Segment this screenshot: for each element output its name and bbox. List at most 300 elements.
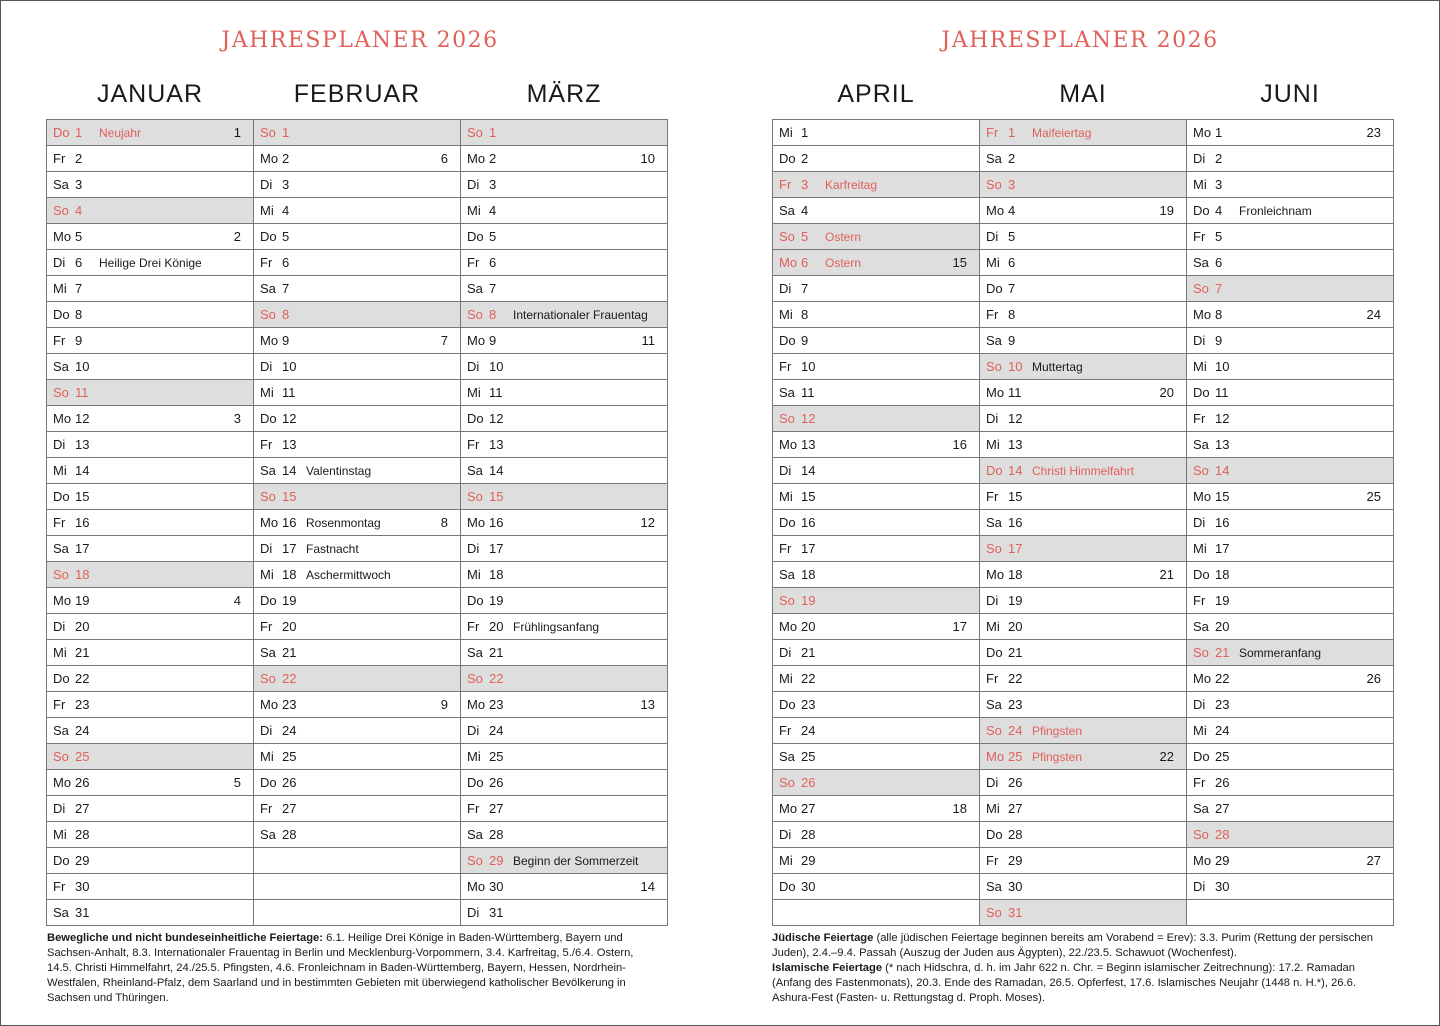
day-label — [53, 749, 89, 764]
weekday: Di — [53, 255, 66, 270]
weekday: Sa — [1193, 801, 1209, 816]
weekday: Di — [260, 541, 273, 556]
holiday-label: Pfingsten — [1032, 724, 1083, 738]
day-number: 17 — [489, 541, 504, 556]
day-row — [254, 770, 460, 796]
week-number: 7 — [440, 333, 448, 348]
day-number: 7 — [282, 281, 290, 296]
weekday: Di — [1193, 879, 1206, 894]
month-grid — [46, 119, 668, 926]
day-row — [980, 588, 1186, 614]
day-row — [773, 640, 979, 666]
day-number: 9 — [1008, 333, 1016, 348]
day-row — [773, 484, 979, 510]
weekday: Do — [779, 697, 796, 712]
weekday: So — [779, 593, 795, 608]
day-row — [47, 276, 253, 302]
day-row — [980, 510, 1186, 536]
footnote-text: (alle jüdischen Feiertage beginnen bereits am Vorabend = Erev): 3.3. Purim (Rettung der persischen Juden), 2.4.–9.4. Passah (Auszug der Juden aus Ägypten), 22./23.5. Schawuot (Wochenfest). — [772, 932, 1374, 959]
day-label — [260, 645, 296, 660]
weekday: Mo — [1193, 853, 1212, 868]
day-row — [47, 692, 253, 718]
day-label — [53, 645, 89, 660]
weekday: Di — [467, 177, 480, 192]
day-row — [980, 562, 1186, 588]
day-number: 22 — [282, 671, 297, 686]
day-number: 15 — [282, 489, 297, 504]
day-row — [1187, 198, 1393, 224]
day-row — [1187, 172, 1393, 198]
day-label — [467, 671, 503, 686]
day-number: 7 — [801, 281, 809, 296]
weekday: Mo — [1193, 125, 1212, 140]
week-number: 20 — [1159, 385, 1174, 400]
day-row — [980, 432, 1186, 458]
weekday: So — [986, 905, 1002, 920]
day-label — [779, 853, 815, 868]
day-number: 26 — [1008, 775, 1023, 790]
day-row — [1187, 770, 1393, 796]
day-label — [779, 229, 808, 244]
day-label — [1193, 229, 1222, 244]
day-label — [467, 723, 503, 738]
week-number: 6 — [440, 151, 448, 166]
day-row — [254, 666, 460, 692]
day-label — [1193, 489, 1229, 504]
day-label — [986, 905, 1022, 920]
day-row — [461, 120, 667, 146]
weekday: So — [779, 411, 795, 426]
day-number: 14 — [282, 463, 297, 478]
weekday: Sa — [986, 515, 1002, 530]
day-row — [773, 666, 979, 692]
weekday: Mi — [467, 749, 481, 764]
footnote-heading: Jüdische Feiertage — [772, 932, 874, 944]
footnote-paragraph — [772, 961, 1382, 1006]
weekday: Mi — [1193, 541, 1207, 556]
empty-day-row — [1187, 900, 1393, 925]
day-label — [467, 489, 503, 504]
day-label — [779, 801, 815, 816]
day-label — [1193, 359, 1229, 374]
day-number: 9 — [75, 333, 83, 348]
weekday: Fr — [53, 697, 66, 712]
weekday: So — [1193, 281, 1209, 296]
day-number: 8 — [801, 307, 809, 322]
day-number: 11 — [1008, 385, 1022, 400]
holiday-label: Christi Himmelfahrt — [1032, 464, 1135, 478]
day-label — [986, 853, 1022, 868]
weekday: Do — [53, 125, 70, 140]
weekday: Sa — [1193, 255, 1209, 270]
weekday: So — [1193, 827, 1209, 842]
footnote-paragraph — [47, 931, 657, 1006]
day-number: 25 — [489, 749, 504, 764]
day-number: 5 — [489, 229, 497, 244]
day-label — [779, 333, 808, 348]
day-number: 23 — [75, 697, 90, 712]
day-row — [47, 302, 253, 328]
day-label — [1193, 333, 1222, 348]
day-label — [53, 411, 89, 426]
week-number: 2 — [233, 229, 241, 244]
day-label — [467, 879, 503, 894]
weekday: So — [467, 489, 483, 504]
day-label — [467, 775, 503, 790]
day-label — [779, 489, 815, 504]
weekday: Sa — [260, 827, 276, 842]
day-row — [980, 770, 1186, 796]
weekday: Mo — [53, 593, 72, 608]
day-number: 17 — [75, 541, 90, 556]
month-column — [773, 120, 980, 925]
day-label — [1193, 515, 1229, 530]
day-number: 30 — [489, 879, 504, 894]
day-row — [461, 354, 667, 380]
day-number: 19 — [75, 593, 90, 608]
holiday-label: Fastnacht — [306, 542, 359, 556]
week-number: 22 — [1159, 749, 1174, 764]
day-row — [461, 874, 667, 900]
day-label — [260, 489, 296, 504]
weekday: Mi — [986, 619, 1000, 634]
day-number: 29 — [1008, 853, 1023, 868]
day-label — [779, 879, 815, 894]
day-label — [53, 801, 89, 816]
day-number: 9 — [1215, 333, 1223, 348]
day-number: 10 — [1215, 359, 1230, 374]
day-label — [1193, 437, 1229, 452]
day-row — [773, 354, 979, 380]
day-row — [1187, 250, 1393, 276]
day-label — [467, 333, 496, 348]
weekday: Sa — [986, 151, 1002, 166]
day-row — [980, 120, 1186, 146]
weekday: Mo — [467, 151, 486, 166]
day-number: 19 — [489, 593, 504, 608]
weekday: Do — [53, 853, 70, 868]
day-label — [260, 333, 289, 348]
holiday-label: Heilige Drei Könige — [99, 256, 202, 270]
day-row — [773, 744, 979, 770]
weekday: Sa — [779, 567, 795, 582]
holiday-label: Frühlingsanfang — [513, 620, 600, 634]
day-number: 25 — [801, 749, 816, 764]
weekday: Do — [467, 775, 484, 790]
day-row — [461, 276, 667, 302]
weekday: Mo — [260, 151, 279, 166]
weekday: Sa — [779, 203, 795, 218]
day-row — [773, 250, 979, 276]
day-number: 21 — [75, 645, 90, 660]
weekday: Do — [260, 593, 277, 608]
day-label — [53, 619, 89, 634]
day-number: 26 — [489, 775, 504, 790]
weekday: Mo — [467, 879, 486, 894]
day-label — [1193, 801, 1229, 816]
day-label — [779, 255, 808, 270]
month-heading: MAI — [1059, 80, 1107, 108]
month-column — [1187, 120, 1393, 925]
day-label — [53, 359, 89, 374]
day-label — [260, 359, 296, 374]
day-row — [773, 276, 979, 302]
day-row — [47, 146, 253, 172]
weekday: Do — [53, 489, 70, 504]
day-number: 14 — [75, 463, 90, 478]
day-number: 13 — [75, 437, 90, 452]
day-number: 19 — [282, 593, 297, 608]
month-grid — [772, 119, 1394, 926]
weekday: Fr — [779, 359, 792, 374]
weekday: So — [53, 567, 69, 582]
day-number: 1 — [1008, 125, 1016, 140]
day-row — [1187, 718, 1393, 744]
day-number: 27 — [1008, 801, 1023, 816]
weekday: Mo — [53, 775, 72, 790]
day-row — [461, 796, 667, 822]
day-row — [1187, 484, 1393, 510]
weekday: Sa — [779, 385, 795, 400]
day-label — [779, 385, 815, 400]
weekday: Di — [260, 723, 273, 738]
day-number: 3 — [801, 177, 809, 192]
holiday-label: Internationaler Frauentag — [513, 308, 648, 322]
weekday: Di — [1193, 151, 1206, 166]
weekday: Sa — [467, 645, 483, 660]
day-number: 24 — [282, 723, 297, 738]
day-number: 13 — [1008, 437, 1023, 452]
weekday: Do — [1193, 567, 1210, 582]
weekday: Mi — [467, 567, 481, 582]
day-number: 19 — [1215, 593, 1230, 608]
day-row — [773, 406, 979, 432]
day-label — [467, 281, 496, 296]
weekday: Do — [1193, 749, 1210, 764]
empty-day-row — [254, 900, 460, 925]
week-number: 24 — [1366, 307, 1381, 322]
weekday: Fr — [986, 489, 999, 504]
weekday: Di — [467, 723, 480, 738]
day-number: 21 — [1008, 645, 1023, 660]
weekday: Fr — [53, 151, 66, 166]
day-label — [986, 801, 1022, 816]
day-row — [773, 458, 979, 484]
holiday-label: Ostern — [825, 230, 862, 244]
day-row — [980, 614, 1186, 640]
day-row — [1187, 120, 1393, 146]
day-row — [980, 276, 1186, 302]
weekday: Do — [779, 333, 796, 348]
day-row — [1187, 692, 1393, 718]
weekday: Sa — [53, 905, 69, 920]
day-label — [467, 151, 496, 166]
day-label — [467, 905, 503, 920]
holiday-label: Muttertag — [1032, 360, 1083, 374]
day-number: 6 — [1008, 255, 1016, 270]
day-label — [1193, 151, 1222, 166]
day-number: 22 — [1008, 671, 1023, 686]
day-row — [461, 692, 667, 718]
day-row — [773, 224, 979, 250]
day-label — [1193, 671, 1229, 686]
day-label — [53, 515, 89, 530]
day-number: 5 — [1008, 229, 1016, 244]
day-row — [461, 588, 667, 614]
weekday: Mo — [779, 437, 798, 452]
day-number: 2 — [282, 151, 290, 166]
weekday: Fr — [986, 853, 999, 868]
weekday: Mi — [53, 645, 67, 660]
day-number: 8 — [489, 307, 497, 322]
day-row — [980, 250, 1186, 276]
day-label — [53, 463, 89, 478]
month-heading: MÄRZ — [526, 80, 602, 108]
weekday: Fr — [986, 125, 999, 140]
day-label — [260, 125, 289, 140]
day-row — [461, 224, 667, 250]
day-label — [1193, 853, 1229, 868]
day-number: 3 — [1008, 177, 1016, 192]
day-label — [986, 281, 1015, 296]
day-label — [260, 151, 289, 166]
day-row — [47, 458, 253, 484]
day-number: 18 — [282, 567, 297, 582]
weekday: So — [779, 775, 795, 790]
day-row — [461, 562, 667, 588]
weekday: Fr — [53, 879, 66, 894]
day-row — [1187, 510, 1393, 536]
day-label — [467, 177, 496, 192]
day-number: 28 — [1215, 827, 1230, 842]
weekday: Do — [467, 411, 484, 426]
weekday: So — [260, 489, 276, 504]
day-row — [47, 120, 253, 146]
month-column — [47, 120, 254, 925]
week-number: 8 — [440, 515, 448, 530]
day-label — [260, 411, 296, 426]
day-number: 20 — [1215, 619, 1230, 634]
day-row — [773, 120, 979, 146]
day-row — [980, 354, 1186, 380]
day-row — [461, 744, 667, 770]
week-number: 27 — [1366, 853, 1381, 868]
day-label — [779, 697, 815, 712]
day-number: 4 — [489, 203, 497, 218]
weekday: Mo — [260, 333, 279, 348]
day-row — [254, 224, 460, 250]
day-number: 31 — [489, 905, 504, 920]
day-number: 13 — [1215, 437, 1230, 452]
day-number: 21 — [489, 645, 504, 660]
day-label — [467, 463, 503, 478]
day-label — [1193, 775, 1229, 790]
day-label — [260, 593, 296, 608]
footnote — [47, 931, 657, 1006]
day-row — [1187, 276, 1393, 302]
weekday: Mi — [260, 385, 274, 400]
day-row — [773, 822, 979, 848]
day-label — [779, 437, 815, 452]
day-row — [461, 484, 667, 510]
week-number: 14 — [640, 879, 655, 894]
day-number: 9 — [489, 333, 497, 348]
day-row — [980, 406, 1186, 432]
day-row — [254, 172, 460, 198]
day-row — [47, 328, 253, 354]
day-row — [1187, 666, 1393, 692]
day-label — [467, 255, 496, 270]
day-label — [779, 203, 808, 218]
day-number: 14 — [1215, 463, 1230, 478]
day-row — [773, 172, 979, 198]
day-label — [467, 567, 503, 582]
day-label — [1193, 203, 1222, 218]
day-label — [467, 307, 496, 322]
month-heading: APRIL — [837, 80, 915, 108]
weekday: Sa — [467, 281, 483, 296]
day-label — [779, 411, 815, 426]
day-number: 28 — [489, 827, 504, 842]
weekday: Sa — [260, 281, 276, 296]
weekday: Di — [260, 359, 273, 374]
day-label — [986, 437, 1022, 452]
day-row — [47, 172, 253, 198]
day-row — [1187, 640, 1393, 666]
day-row — [1187, 302, 1393, 328]
day-label — [986, 567, 1022, 582]
day-label — [53, 593, 89, 608]
day-label — [779, 593, 815, 608]
empty-day-row — [254, 848, 460, 874]
weekday: Di — [53, 801, 66, 816]
day-label — [53, 541, 89, 556]
week-number: 12 — [640, 515, 655, 530]
day-label — [53, 203, 82, 218]
day-number: 30 — [1215, 879, 1230, 894]
weekday: Mo — [986, 203, 1005, 218]
weekday: Sa — [260, 463, 276, 478]
day-number: 18 — [489, 567, 504, 582]
day-row — [47, 796, 253, 822]
week-number: 11 — [641, 333, 655, 348]
weekday: Mi — [779, 125, 793, 140]
day-label — [467, 515, 503, 530]
footnote-heading: Islamische Feiertage — [772, 962, 883, 974]
weekday: Di — [779, 281, 792, 296]
weekday: Mi — [986, 437, 1000, 452]
weekday: Mi — [986, 255, 1000, 270]
weekday: Mo — [986, 567, 1005, 582]
day-number: 30 — [1008, 879, 1023, 894]
weekday: Fr — [779, 723, 792, 738]
weekday: So — [467, 853, 483, 868]
week-number: 1 — [233, 125, 241, 140]
weekday: Sa — [53, 723, 69, 738]
day-number: 3 — [1215, 177, 1223, 192]
weekday: Di — [1193, 697, 1206, 712]
day-row — [461, 328, 667, 354]
week-number: 16 — [952, 437, 967, 452]
weekday: Fr — [1193, 593, 1206, 608]
day-number: 10 — [489, 359, 504, 374]
day-number: 16 — [489, 515, 504, 530]
day-number: 8 — [1008, 307, 1016, 322]
day-label — [986, 333, 1015, 348]
weekday: Fr — [53, 515, 66, 530]
day-number: 12 — [75, 411, 90, 426]
day-row — [980, 458, 1186, 484]
